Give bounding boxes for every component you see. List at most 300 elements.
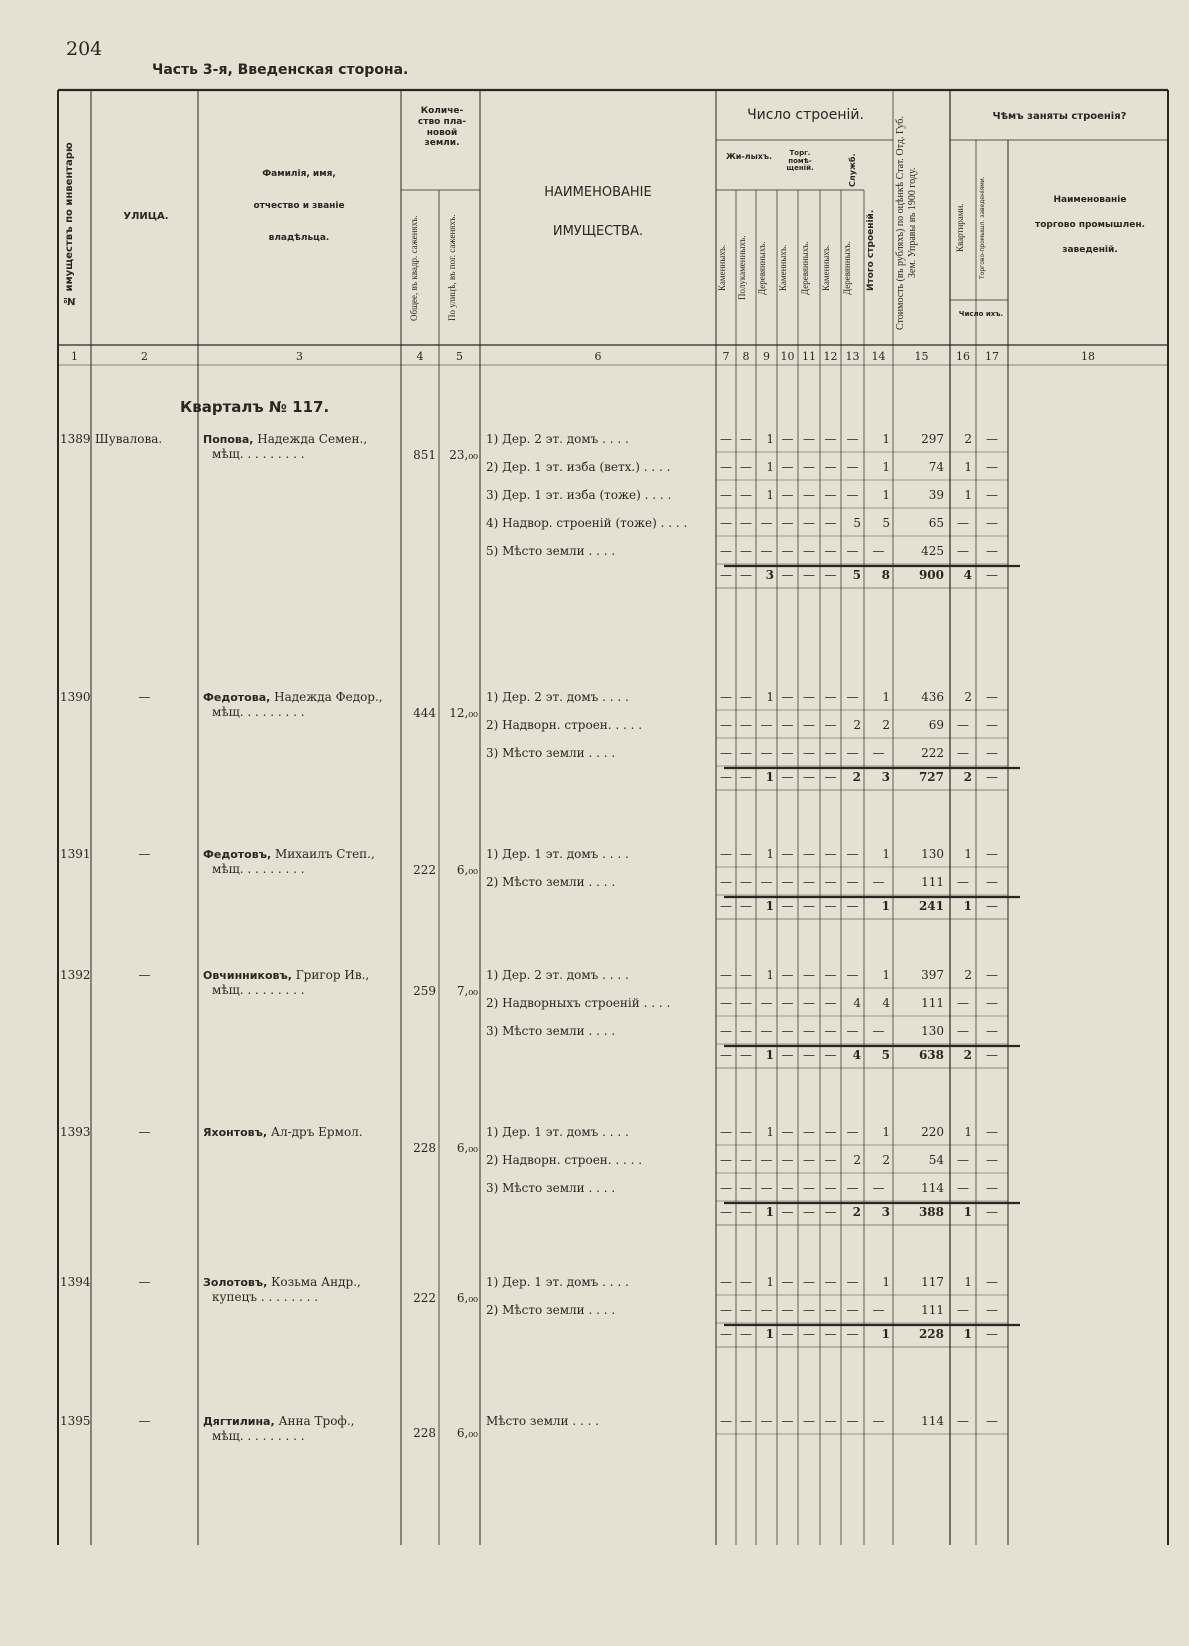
empty-dash: — <box>824 996 837 1010</box>
empty-dash: — <box>846 1303 859 1317</box>
empty-dash: — <box>803 1125 815 1139</box>
empty-dash: — <box>740 1024 752 1038</box>
empty-dash: — <box>846 968 859 982</box>
empty-dash: — <box>760 1024 773 1038</box>
header-property-line: ИМУЩЕСТВА. <box>552 224 644 239</box>
column-number: 13 <box>845 350 860 363</box>
empty-dash: — <box>824 460 837 474</box>
property-item: 4) Надвор. строеній (тоже) . . . . <box>486 516 688 530</box>
property-item: 1) Дер. 2 эт. домъ . . . . <box>486 968 629 982</box>
header-inventory-no: № имуществъ по инвентарю <box>64 142 75 306</box>
empty-dash: — <box>740 568 752 582</box>
empty-dash: — <box>846 1327 859 1341</box>
empty-dash: — <box>740 1327 752 1341</box>
property-value: 222 <box>921 746 944 760</box>
building-count: 1 <box>766 690 774 704</box>
empty-dash: — <box>872 1414 885 1428</box>
empty-dash: — <box>740 847 752 861</box>
empty-dash: — <box>986 1024 998 1038</box>
empty-dash: — <box>986 1181 998 1195</box>
header-owner-line: Фамилія, имя, <box>262 169 336 179</box>
empty-dash: — <box>720 690 732 704</box>
total-building-count: 3 <box>881 1205 890 1219</box>
empty-dash: — <box>720 516 732 530</box>
empty-dash: — <box>957 875 969 889</box>
empty-dash: — <box>781 1153 794 1167</box>
building-count: 1 <box>882 847 890 861</box>
empty-dash: — <box>803 996 815 1010</box>
empty-dash: — <box>986 968 998 982</box>
owner-status: мѣщ. . . . . . . . . <box>212 983 305 997</box>
building-count: 2 <box>882 1153 890 1167</box>
property-item: 2) Надворныхъ строеній . . . . <box>486 996 671 1010</box>
empty-dash: — <box>824 544 837 558</box>
total-building-count: 3 <box>765 568 774 582</box>
owner-status: мѣщ. . . . . . . . . <box>212 447 305 461</box>
land-street: 7,₀₀ <box>456 984 478 998</box>
empty-dash: — <box>803 544 815 558</box>
column-number: 4 <box>416 350 424 363</box>
property-value: 65 <box>928 516 944 530</box>
header-owner <box>200 168 398 244</box>
land-total: 222 <box>413 1291 436 1305</box>
property-item: 2) Мѣсто земли . . . . <box>486 1303 616 1317</box>
apartment-count: 1 <box>964 1125 972 1139</box>
empty-dash: — <box>740 1205 752 1219</box>
empty-dash: — <box>760 1414 773 1428</box>
property-item: 1) Дер. 2 эт. домъ . . . . <box>486 690 629 704</box>
empty-dash: — <box>803 516 815 530</box>
owner-surname: Овчинниковъ, <box>203 969 292 982</box>
property-item: 1) Дер. 1 эт. домъ . . . . <box>486 847 629 861</box>
empty-dash: — <box>824 432 837 446</box>
column-number: 11 <box>802 350 816 363</box>
empty-dash: — <box>824 1414 837 1428</box>
column-number: 17 <box>985 350 999 363</box>
header-apartments: Квартирами. <box>955 203 965 252</box>
empty-dash: — <box>781 1414 794 1428</box>
empty-dash: — <box>957 718 969 732</box>
empty-dash: — <box>986 1048 998 1062</box>
empty-dash: — <box>872 1303 885 1317</box>
empty-dash: — <box>740 1181 752 1195</box>
street-name: — <box>138 847 151 861</box>
header-trade-name-line: заведеній. <box>1062 245 1118 255</box>
building-count: 1 <box>766 847 774 861</box>
total-apartment-count: 1 <box>963 899 972 913</box>
total-apartment-count: 1 <box>963 1327 972 1341</box>
empty-dash: — <box>740 996 752 1010</box>
empty-dash: — <box>781 544 794 558</box>
owner-status: мѣщ. . . . . . . . . <box>212 862 305 876</box>
empty-dash: — <box>872 1024 885 1038</box>
empty-dash: — <box>957 544 969 558</box>
empty-dash: — <box>803 746 815 760</box>
inventory-number: 1392 <box>60 968 91 982</box>
total-apartment-count: 2 <box>963 770 972 784</box>
total-building-count: 1 <box>765 1048 774 1062</box>
empty-dash: — <box>720 1153 732 1167</box>
empty-dash: — <box>781 568 794 582</box>
empty-dash: — <box>986 770 998 784</box>
column-number: 1 <box>71 350 78 363</box>
empty-dash: — <box>781 875 794 889</box>
land-total: 444 <box>413 706 436 720</box>
empty-dash: — <box>957 746 969 760</box>
owner-status: мѣщ. . . . . . . . . <box>212 705 305 719</box>
property-value: 111 <box>921 875 944 889</box>
empty-dash: — <box>803 1153 815 1167</box>
empty-dash: — <box>824 1205 837 1219</box>
empty-dash: — <box>957 996 969 1010</box>
land-street: 23,₀₀ <box>449 448 478 462</box>
empty-dash: — <box>740 1303 752 1317</box>
property-value: 54 <box>928 1153 944 1167</box>
apartment-count: 2 <box>964 690 972 704</box>
empty-dash: — <box>957 516 969 530</box>
header-col7-stone: Каменныхъ. <box>717 244 727 292</box>
owner-name <box>203 847 396 861</box>
empty-dash: — <box>986 1414 998 1428</box>
empty-dash: — <box>740 1125 752 1139</box>
land-total: 851 <box>413 448 436 462</box>
empty-dash: — <box>872 875 885 889</box>
building-count: 1 <box>882 488 890 502</box>
apartment-count: 1 <box>964 488 972 502</box>
property-item: Мѣсто земли . . . . <box>486 1414 600 1428</box>
empty-dash: — <box>986 568 998 582</box>
owner-surname: Попова, <box>203 433 254 446</box>
empty-dash: — <box>720 718 732 732</box>
empty-dash: — <box>986 544 998 558</box>
inventory-number: 1394 <box>60 1275 91 1289</box>
column-number: 10 <box>780 350 795 363</box>
empty-dash: — <box>740 544 752 558</box>
total-building-count: 1 <box>765 770 774 784</box>
total-building-count: 2 <box>852 1205 861 1219</box>
column-number: 18 <box>1081 350 1095 363</box>
total-value: 727 <box>918 770 944 784</box>
owner-given-names: Анна Троф., <box>274 1414 355 1428</box>
empty-dash: — <box>986 460 998 474</box>
column-number: 2 <box>141 350 148 363</box>
empty-dash: — <box>760 746 773 760</box>
empty-dash: — <box>781 718 794 732</box>
property-value: 111 <box>921 1303 944 1317</box>
building-count: 2 <box>853 718 861 732</box>
block-title: Кварталъ № 117. <box>180 398 330 416</box>
empty-dash: — <box>986 1125 998 1139</box>
empty-dash: — <box>986 690 998 704</box>
empty-dash: — <box>781 1275 794 1289</box>
property-item: 1) Дер. 2 эт. домъ . . . . <box>486 432 629 446</box>
building-count: 1 <box>882 1125 890 1139</box>
header-residential: Жи-лыхъ. <box>725 152 773 161</box>
column-number: 9 <box>763 350 770 363</box>
owner-name <box>203 432 396 446</box>
empty-dash: — <box>781 968 794 982</box>
property-item: 1) Дер. 1 эт. домъ . . . . <box>486 1125 629 1139</box>
empty-dash: — <box>803 568 815 582</box>
empty-dash: — <box>803 899 815 913</box>
empty-dash: — <box>803 847 815 861</box>
owner-given-names: Козьма Андр., <box>267 1275 361 1289</box>
empty-dash: — <box>846 1275 859 1289</box>
empty-dash: — <box>986 746 998 760</box>
total-value: 241 <box>918 899 944 913</box>
owner-surname: Дягтилина, <box>203 1415 275 1428</box>
empty-dash: — <box>803 488 815 502</box>
property-value: 130 <box>921 1024 944 1038</box>
street-name: — <box>138 690 151 704</box>
empty-dash: — <box>740 690 752 704</box>
empty-dash: — <box>986 996 998 1010</box>
empty-dash: — <box>846 875 859 889</box>
header-count-of: Число ихъ. <box>958 310 1004 318</box>
empty-dash: — <box>986 1303 998 1317</box>
empty-dash: — <box>986 875 998 889</box>
header-col11-wooden: Деревянныхъ. <box>800 241 810 295</box>
empty-dash: — <box>824 690 837 704</box>
land-street: 6,₀₀ <box>456 863 478 877</box>
apartment-count: 1 <box>964 847 972 861</box>
empty-dash: — <box>781 1181 794 1195</box>
empty-dash: — <box>760 718 773 732</box>
land-street: 6,₀₀ <box>456 1141 478 1155</box>
empty-dash: — <box>957 1303 969 1317</box>
empty-dash: — <box>824 1181 837 1195</box>
empty-dash: — <box>720 1048 732 1062</box>
empty-dash: — <box>824 847 837 861</box>
inventory-number: 1389 <box>60 432 91 446</box>
property-value: 436 <box>921 690 944 704</box>
building-count: 1 <box>766 1125 774 1139</box>
building-count: 1 <box>882 968 890 982</box>
owner-name <box>203 968 396 982</box>
street-name: Шуваловa. <box>95 432 163 446</box>
property-item: 2) Надворн. строен. . . . . <box>486 718 643 732</box>
street-name: — <box>138 1125 151 1139</box>
header-land-line: новой <box>426 127 458 138</box>
total-value: 388 <box>918 1205 944 1219</box>
empty-dash: — <box>986 718 998 732</box>
property-value: 69 <box>928 718 944 732</box>
empty-dash: — <box>781 770 794 784</box>
empty-dash: — <box>803 1205 815 1219</box>
empty-dash: — <box>824 488 837 502</box>
total-building-count: 1 <box>765 1205 774 1219</box>
inventory-number: 1390 <box>60 690 91 704</box>
empty-dash: — <box>824 770 837 784</box>
building-count: 1 <box>766 488 774 502</box>
empty-dash: — <box>986 516 998 530</box>
total-building-count: 4 <box>852 1048 861 1062</box>
property-item: 3) Мѣсто земли . . . . <box>486 1181 616 1195</box>
header-trade-name-line: торгово промышлен. <box>1035 220 1145 230</box>
empty-dash: — <box>720 1205 732 1219</box>
empty-dash: — <box>957 1024 969 1038</box>
building-count: 1 <box>882 432 890 446</box>
empty-dash: — <box>720 746 732 760</box>
empty-dash: — <box>803 1024 815 1038</box>
empty-dash: — <box>872 1181 885 1195</box>
empty-dash: — <box>740 875 752 889</box>
empty-dash: — <box>720 1181 732 1195</box>
building-count: 1 <box>766 460 774 474</box>
total-building-count: 1 <box>881 1327 890 1341</box>
empty-dash: — <box>803 770 815 784</box>
empty-dash: — <box>824 1024 837 1038</box>
empty-dash: — <box>846 899 859 913</box>
empty-dash: — <box>846 1024 859 1038</box>
empty-dash: — <box>760 996 773 1010</box>
total-apartment-count: 1 <box>963 1205 972 1219</box>
building-count: 1 <box>882 690 890 704</box>
owner-given-names: Григор Ив., <box>291 968 370 982</box>
empty-dash: — <box>986 1275 998 1289</box>
empty-dash: — <box>803 968 815 982</box>
empty-dash: — <box>740 432 752 446</box>
empty-dash: — <box>720 875 732 889</box>
empty-dash: — <box>781 1327 794 1341</box>
empty-dash: — <box>760 544 773 558</box>
land-street: 6,₀₀ <box>456 1426 478 1440</box>
owner-given-names: Надежда Федор., <box>270 690 383 704</box>
owner-status: мѣщ. . . . . . . . . <box>212 1429 305 1443</box>
empty-dash: — <box>720 488 732 502</box>
building-count: 4 <box>853 996 861 1010</box>
owner-name <box>203 1414 396 1428</box>
property-item: 3) Мѣсто земли . . . . <box>486 746 616 760</box>
property-value: 297 <box>921 432 944 446</box>
building-count: 2 <box>882 718 890 732</box>
empty-dash: — <box>720 544 732 558</box>
empty-dash: — <box>846 746 859 760</box>
empty-dash: — <box>824 875 837 889</box>
total-value: 228 <box>918 1327 944 1341</box>
empty-dash: — <box>803 1327 815 1341</box>
empty-dash: — <box>846 488 859 502</box>
building-count: 1 <box>766 1275 774 1289</box>
empty-dash: — <box>846 847 859 861</box>
property-value: 74 <box>928 460 944 474</box>
land-street: 6,₀₀ <box>456 1291 478 1305</box>
empty-dash: — <box>740 899 752 913</box>
empty-dash: — <box>803 1303 815 1317</box>
empty-dash: — <box>740 488 752 502</box>
header-value: Стоимость (въ рубляхъ) по оцѣнкѣ Стат. Отд. Губ. Зем. Управы въ 1900 году. <box>895 116 918 330</box>
column-number: 8 <box>742 350 750 363</box>
header-occupancy: Чѣмъ заняты строенія? <box>992 111 1127 122</box>
column-number: 15 <box>914 350 929 363</box>
header-service: Служб. <box>848 153 857 187</box>
empty-dash: — <box>720 1275 732 1289</box>
header-commercial: Торг. помѣ-щеній. <box>786 149 814 173</box>
inventory-number: 1393 <box>60 1125 91 1139</box>
empty-dash: — <box>740 1048 752 1062</box>
owner-given-names: Михаилъ Степ., <box>271 847 375 861</box>
header-land-line: Количе- <box>420 106 464 116</box>
empty-dash: — <box>803 875 815 889</box>
owner-name <box>203 1125 396 1139</box>
empty-dash: — <box>720 996 732 1010</box>
empty-dash: — <box>846 544 859 558</box>
column-number: 6 <box>594 350 602 363</box>
empty-dash: — <box>824 1125 837 1139</box>
empty-dash: — <box>781 1048 794 1062</box>
empty-dash: — <box>803 460 815 474</box>
empty-dash: — <box>720 1303 732 1317</box>
owner-surname: Яхонтовъ, <box>203 1126 268 1139</box>
empty-dash: — <box>720 432 732 446</box>
empty-dash: — <box>986 1205 998 1219</box>
total-building-count: 1 <box>765 1327 774 1341</box>
empty-dash: — <box>740 1275 752 1289</box>
total-building-count: 1 <box>881 899 890 913</box>
land-total: 228 <box>413 1141 436 1155</box>
empty-dash: — <box>824 1327 837 1341</box>
property-value: 220 <box>921 1125 944 1139</box>
header-owner-line: отчество и званіе <box>253 201 345 212</box>
empty-dash: — <box>720 847 732 861</box>
header-land-total: Общее, въ квадр. саженяхъ. <box>409 215 419 321</box>
empty-dash: — <box>760 1303 773 1317</box>
total-building-count: 5 <box>881 1048 890 1062</box>
property-item: 2) Надворн. строен. . . . . <box>486 1153 643 1167</box>
empty-dash: — <box>846 460 859 474</box>
empty-dash: — <box>824 746 837 760</box>
empty-dash: — <box>986 899 998 913</box>
property-item: 5) Мѣсто земли . . . . <box>486 544 616 558</box>
empty-dash: — <box>957 1181 969 1195</box>
owner-surname: Золотовъ, <box>203 1276 268 1289</box>
empty-dash: — <box>781 488 794 502</box>
empty-dash: — <box>781 847 794 861</box>
total-building-count: 1 <box>765 899 774 913</box>
empty-dash: — <box>740 1414 752 1428</box>
building-count: 2 <box>853 1153 861 1167</box>
header-total-buildings: Итого строеній. <box>866 209 876 291</box>
empty-dash: — <box>957 1153 969 1167</box>
column-number: 14 <box>871 350 886 363</box>
property-item: 3) Мѣсто земли . . . . <box>486 1024 616 1038</box>
land-total: 222 <box>413 863 436 877</box>
empty-dash: — <box>824 718 837 732</box>
empty-dash: — <box>824 968 837 982</box>
empty-dash: — <box>846 690 859 704</box>
total-value: 900 <box>918 568 944 582</box>
empty-dash: — <box>872 544 885 558</box>
building-count: 1 <box>882 1275 890 1289</box>
empty-dash: — <box>781 1024 794 1038</box>
owner-surname: Федотова, <box>203 691 271 704</box>
header-trade-estab: Торгово-промышл. заведеніями. <box>979 176 986 279</box>
inventory-number: 1391 <box>60 847 91 861</box>
empty-dash: — <box>986 1153 998 1167</box>
property-item: 2) Мѣсто земли . . . . <box>486 875 616 889</box>
building-count: 5 <box>882 516 890 530</box>
owner-given-names: Надежда Семен., <box>253 432 368 446</box>
empty-dash: — <box>720 460 732 474</box>
empty-dash: — <box>872 746 885 760</box>
empty-dash: — <box>803 1048 815 1062</box>
header-property <box>482 186 714 238</box>
property-item: 1) Дер. 1 эт. домъ . . . . <box>486 1275 629 1289</box>
empty-dash: — <box>824 1048 837 1062</box>
header-property-line: НАИМЕНОВАНІЕ <box>544 185 652 200</box>
building-count: 1 <box>766 432 774 446</box>
total-apartment-count: 4 <box>963 568 972 582</box>
